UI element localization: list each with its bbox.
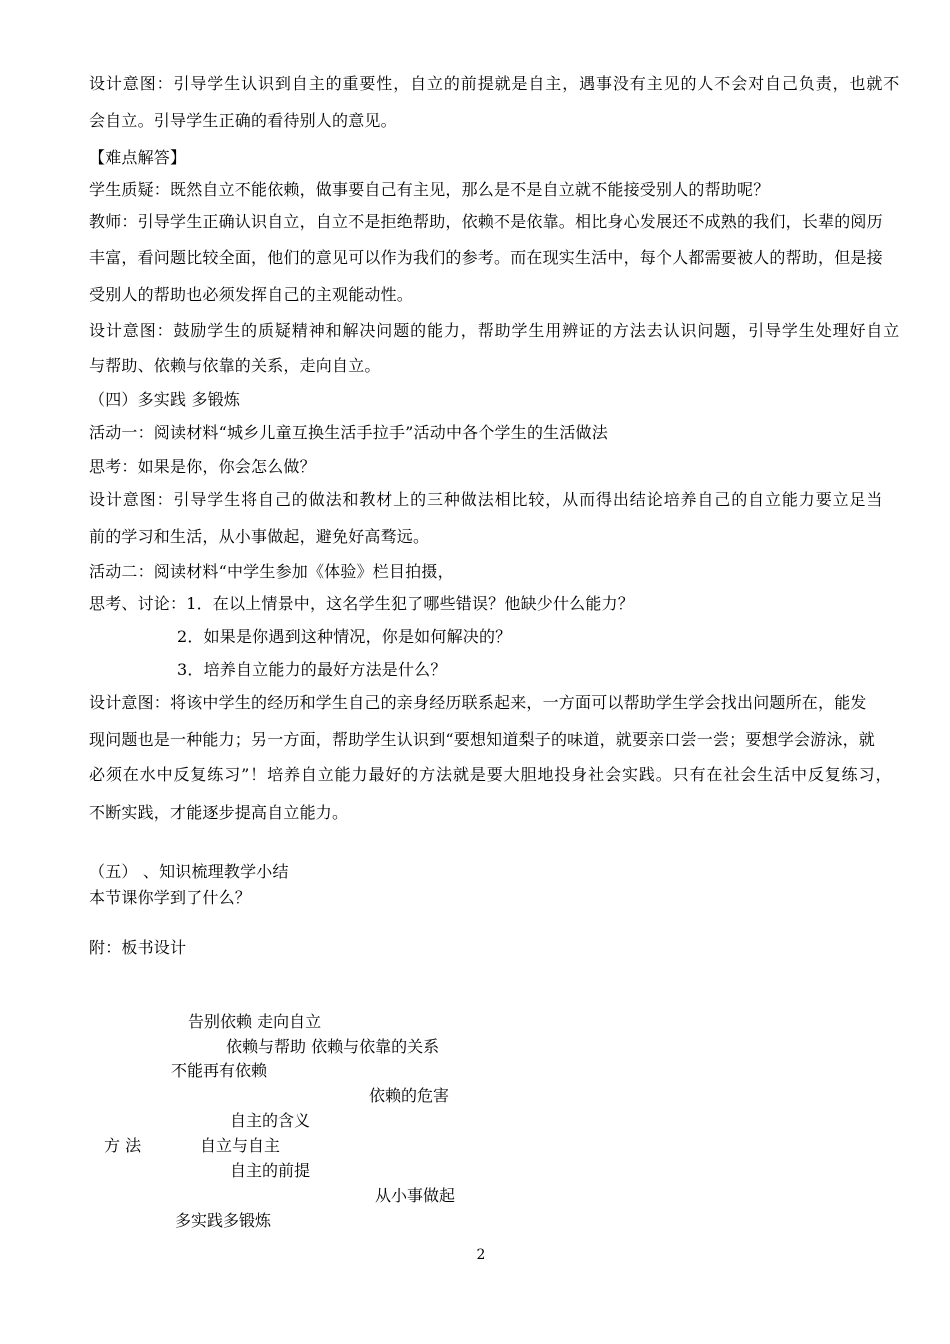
paragraph-line: 思考、讨论：1．在以上情景中，这名学生犯了哪些错误？他缺少什么能力？ <box>89 594 634 613</box>
board-item: 自主的前提 <box>230 1161 311 1180</box>
paragraph-line: 教师：引导学生正确认识自立，自立不是拒绝帮助，依赖不是依靠。相比身心发展还不成熟的我们，长辈的阅历 <box>89 212 883 231</box>
paragraph-line: 设计意图：将该中学生的经历和学生自己的亲身经历联系起来，一方面可以帮助学生学会找出问题所在，能发 <box>89 693 867 712</box>
paragraph-line: 现问题也是一种能力；另一方面，帮助学生认识到“要想知道梨子的味道，就要亲口尝一尝；要想学会游泳，就 <box>89 730 875 749</box>
board-item: 自主的含义 <box>230 1111 311 1130</box>
paragraph-line: 前的学习和生活，从小事做起，避免好高骛远。 <box>89 527 430 546</box>
section-heading: （五） 、知识梳理教学小结 <box>89 862 289 881</box>
paragraph-line: 受别人的帮助也必须发挥自己的主观能动性。 <box>89 285 414 304</box>
paragraph-line: 设计意图：鼓励学生的质疑精神和解决问题的能力，帮助学生用辨证的方法去认识问题，引导学生处理好自立 <box>89 321 901 340</box>
paragraph-line: 思考：如果是你，你会怎么做？ <box>89 457 316 476</box>
board-item: 自立与自主 <box>200 1136 281 1155</box>
section-heading: 【难点解答】 <box>89 148 187 167</box>
paragraph-line: 3．培养自立能力的最好方法是什么？ <box>177 660 447 679</box>
paragraph-line: 活动一：阅读材料“城乡儿童互换生活手拉手”活动中各个学生的生活做法 <box>89 423 608 442</box>
board-item: 多实践多锻炼 <box>175 1211 272 1230</box>
paragraph-line: 丰富，看问题比较全面，他们的意见可以作为我们的参考。而在现实生活中，每个人都需要被人的帮助，但是接 <box>89 248 883 267</box>
section-heading: （四）多实践 多锻炼 <box>89 390 241 409</box>
paragraph-line: 活动二：阅读材料“中学生参加《体验》栏目拍摄， <box>89 562 454 581</box>
board-method-label: 方 法 <box>104 1136 142 1155</box>
board-item: 依赖与帮助 依赖与依靠的关系 <box>226 1037 440 1056</box>
board-item: 不能再有依赖 <box>171 1061 268 1080</box>
board-item: 从小事做起 <box>375 1186 456 1205</box>
paragraph-line: 设计意图：引导学生将自己的做法和教材上的三种做法相比较，从而得出结论培养自己的自立能力要立足当 <box>89 490 884 509</box>
paragraph-line: 本节课你学到了什么？ <box>89 888 252 907</box>
paragraph-line: 学生质疑：既然自立不能依赖，做事要自己有主见，那么是不是自立就不能接受别人的帮助呢？ <box>89 180 770 199</box>
section-heading: 附：板书设计 <box>89 938 187 957</box>
paragraph-line: 与帮助、依赖与依靠的关系，走向自立。 <box>89 356 381 375</box>
board-title: 告别依赖 走向自立 <box>188 1012 322 1031</box>
paragraph-line: 设计意图：引导学生认识到自主的重要性，自立的前提就是自主，遇事没有主见的人不会对自己负责，也就不 <box>89 74 901 93</box>
paragraph-line: 会自立。引导学生正确的看待别人的意见。 <box>89 111 397 130</box>
paragraph-line: 不断实践，才能逐步提高自立能力。 <box>89 803 349 822</box>
board-item: 依赖的危害 <box>369 1086 450 1105</box>
paragraph-line: 必须在水中反复练习”！培养自立能力最好的方法就是要大胆地投身社会实践。只有在社会生活中反复练习， <box>89 765 893 784</box>
page-number: 2 <box>476 1247 486 1263</box>
paragraph-line: 2．如果是你遇到这种情况，你是如何解决的？ <box>177 627 512 646</box>
